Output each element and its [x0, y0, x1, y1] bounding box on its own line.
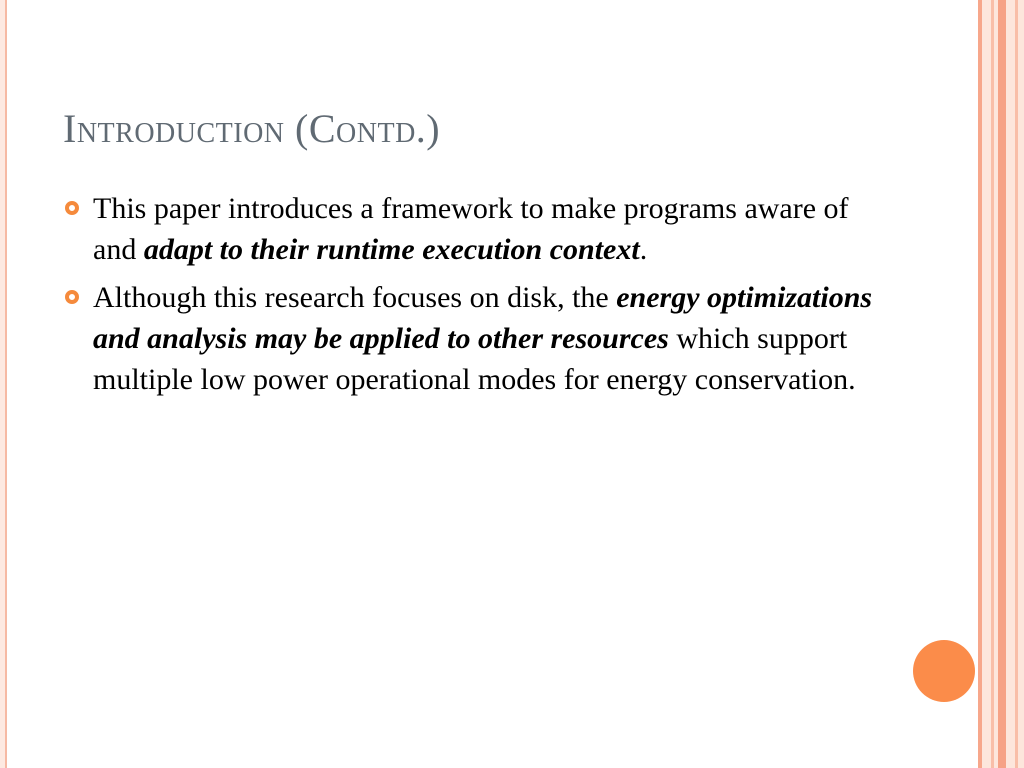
- ring-bullet-icon: [65, 290, 79, 304]
- right-stripe-4: [1015, 0, 1018, 768]
- bullet-text-2-part-3: which support multiple low power operational modes for energy conservation.: [93, 322, 856, 396]
- orange-circle-icon: [913, 640, 975, 702]
- bullet-text-1-part-1: This paper introduces a framework to make programs aware of and: [93, 192, 849, 266]
- bullet-text-1-part-3: .: [639, 233, 648, 266]
- left-edge-stripe: [0, 0, 7, 768]
- right-stripe-2: [991, 0, 994, 768]
- bullet-text-2-emphasis: energy optimizations and analysis may be applied to other resources: [93, 281, 873, 355]
- bullet-item-1: [64, 188, 884, 270]
- bullet-list: [64, 188, 884, 407]
- bullet-text-2-part-1: Although this research focuses on disk, the: [93, 281, 617, 314]
- slide-title: Introduction (Contd.): [63, 106, 441, 151]
- ring-bullet-icon: [65, 201, 79, 215]
- right-stripe-3: [998, 0, 1006, 768]
- bullet-text-1-emphasis: adapt to their runtime execution context: [143, 233, 640, 266]
- bullet-item-2: [64, 277, 884, 400]
- right-stripe-1: [978, 0, 982, 768]
